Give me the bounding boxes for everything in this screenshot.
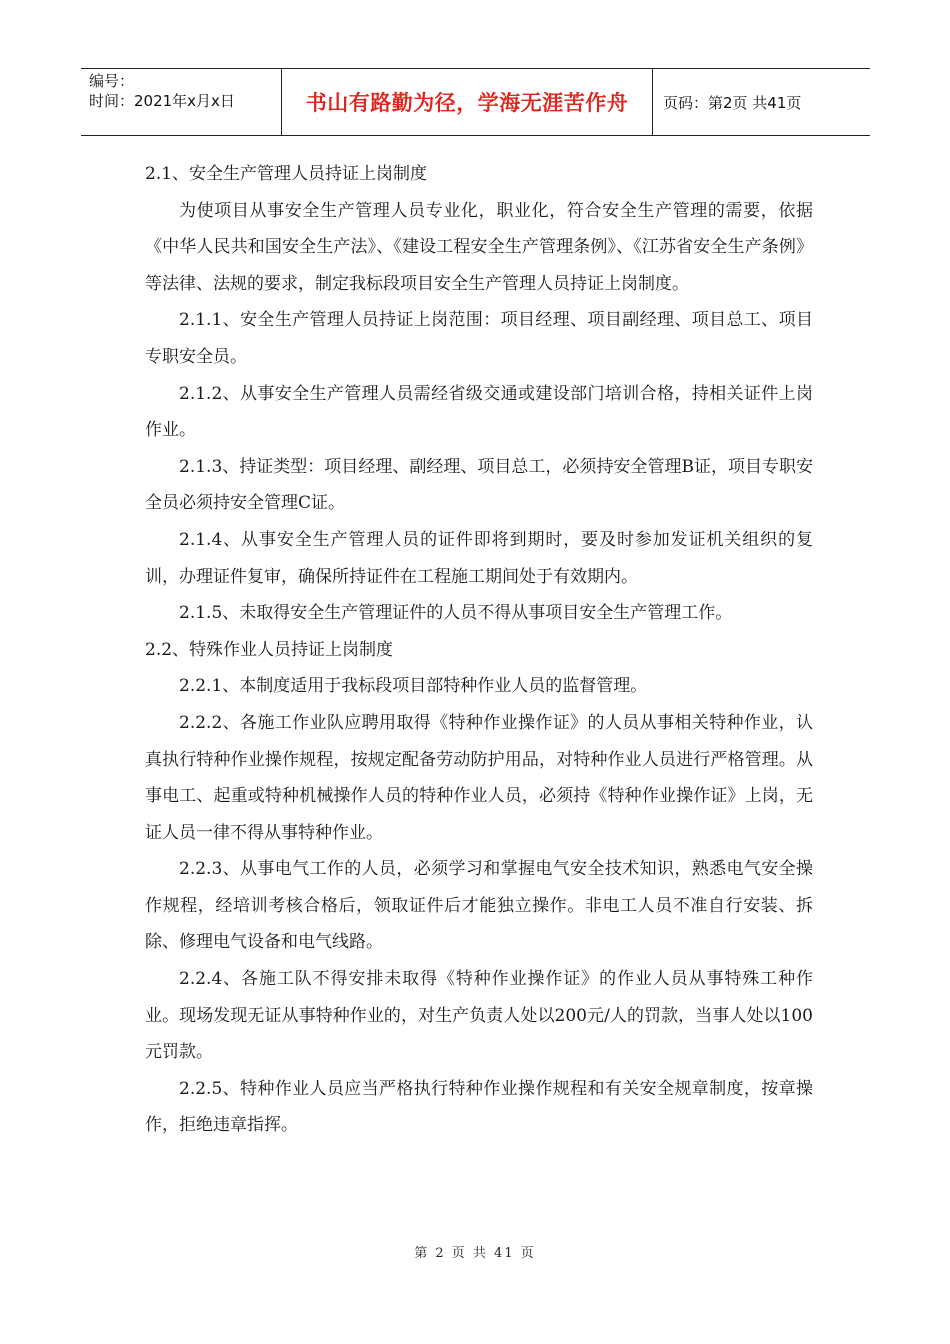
- page-header: [81, 68, 870, 136]
- header-meta: [81, 69, 282, 135]
- header-number: 编号：: [89, 72, 135, 90]
- header-page-info: 页码：第2页 共41页: [663, 93, 802, 112]
- page-footer: 第 2 页 共 41 页: [414, 1246, 536, 1261]
- document-body: [145, 156, 813, 1144]
- section-heading: 2.2、特殊作业人员持证上岗制度: [145, 639, 394, 660]
- paragraph: 2.2.5、特种作业人员应当严格执行特种作业操作规程和有关安全规章制度，按章操作，拒绝违章指挥。: [145, 1078, 813, 1136]
- paragraph: 2.2.2、各施工作业队应聘用取得《特种作业操作证》的人员从事相关特种作业，认真执行特种作业操作规程，按规定配备劳动防护用品，对特种作业人员进行严格管理。从事电工、起重或特种机械操作人员的特种作业人员，必须持《特种作业操作证》上岗，无证人员一律不得从事特种作业。: [145, 712, 813, 843]
- paragraph: 2.1.4、从事安全生产管理人员的证件即将到期时，要及时参加发证机关组织的复训，办理证件复审，确保所持证件在工程施工期间处于有效期内。: [145, 529, 813, 587]
- paragraph: 2.1.3、持证类型：项目经理、副经理、项目总工，必须持安全管理B证，项目专职安全员必须持安全管理C证。: [145, 456, 813, 514]
- paragraph: 2.1.1、安全生产管理人员持证上岗范围：项目经理、项目副经理、项目总工、项目专职安全员。: [145, 310, 813, 367]
- paragraph: 2.2.4、各施工队不得安排未取得《特种作业操作证》的作业人员从事特殊工种作业。现场发现无证从事特种作业的，对生产负责人处以200元/人的罚款，当事人处以100元罚款。: [145, 969, 813, 1063]
- paragraph: 2.2.1、本制度适用于我标段项目部特种作业人员的监督管理。: [179, 676, 648, 697]
- paragraph: 2.2.3、从事电气工作的人员，必须学习和掌握电气安全技术知识，熟悉电气安全操作规程，经培训考核合格后，领取证件后才能独立操作。非电工人员不准自行安装、拆除、修理电气设备和电气线路。: [145, 859, 813, 953]
- header-motto: 书山有路勤为径，学海无涯苦作舟: [282, 69, 653, 135]
- header-time: 时间：2021年x月x日: [89, 92, 235, 110]
- paragraph: 为使项目从事安全生产管理人员专业化，职业化，符合安全生产管理的需要，依据《中华人民共和国安全生产法》、《建设工程安全生产管理条例》、《江苏省安全生产条例》等法律、法规的要求，制定我标段项目安全生产管理人员持证上岗制度。: [145, 200, 813, 294]
- paragraph: 2.1.5、未取得安全生产管理证件的人员不得从事项目安全生产管理工作。: [179, 603, 733, 624]
- paragraph: 2.1.2、从事安全生产管理人员需经省级交通或建设部门培训合格，持相关证件上岗作业。: [145, 383, 813, 441]
- section-heading: 2.1、安全生产管理人员持证上岗制度: [145, 164, 428, 184]
